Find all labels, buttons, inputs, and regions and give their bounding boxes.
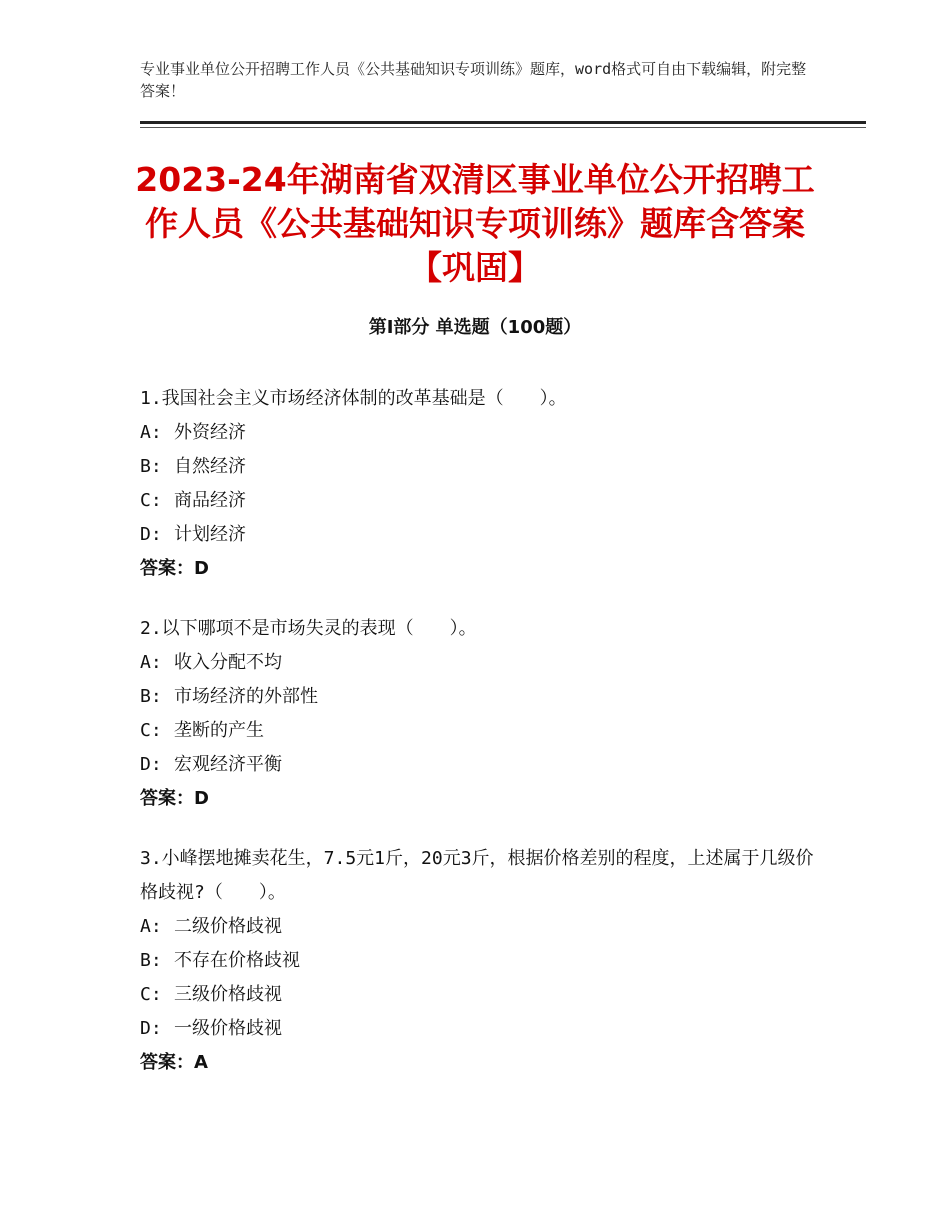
option-c (140, 484, 820, 518)
document-title: 2023-24年湖南省双清区事业单位公开招聘工作人员《公共基础知识专项训练》题库含答案【巩固】 (135, 160, 815, 287)
option-letter: C: (140, 720, 162, 741)
option-letter: B: (140, 950, 162, 971)
option-letter: B: (140, 456, 162, 477)
option-d (140, 518, 820, 552)
option-letter: C: (140, 984, 162, 1005)
header-note: 专业事业单位公开招聘工作人员《公共基础知识专项训练》题库，word格式可自由下载编辑，附完整答案！ (140, 60, 807, 100)
header-rule-thin (140, 127, 866, 128)
option-text: 自然经济 (174, 456, 246, 477)
question-item (140, 842, 820, 1080)
option-text: 三级价格歧视 (174, 984, 282, 1005)
option-text: 商品经济 (174, 490, 246, 511)
option-c (140, 978, 820, 1012)
option-text: 一级价格歧视 (174, 1018, 282, 1039)
section-title: 第Ⅰ部分 单选题（100题） (368, 317, 582, 338)
option-text: 收入分配不均 (174, 652, 282, 673)
option-letter: A: (140, 422, 162, 443)
answer-line: 答案：D (140, 558, 209, 579)
option-text: 垄断的产生 (174, 720, 264, 741)
option-letter: D: (140, 754, 162, 775)
option-letter: D: (140, 1018, 162, 1039)
option-b (140, 944, 820, 978)
option-a (140, 910, 820, 944)
option-c (140, 714, 820, 748)
option-text: 二级价格歧视 (174, 916, 282, 937)
option-letter: A: (140, 916, 162, 937)
option-a (140, 416, 820, 450)
option-letter: B: (140, 686, 162, 707)
answer-line: 答案：A (140, 1052, 208, 1073)
option-text: 计划经济 (174, 524, 246, 545)
option-letter: D: (140, 524, 162, 545)
option-d (140, 1012, 820, 1046)
question-stem: 2.以下哪项不是市场失灵的表现（ ）。 (140, 618, 477, 639)
question-stem: 3.小峰摆地摊卖花生，7.5元1斤，20元3斤，根据价格差别的程度，上述属于几级价格歧视?（ ）。 (140, 848, 814, 903)
option-b (140, 450, 820, 484)
question-list (140, 382, 820, 1106)
question-item (140, 382, 820, 586)
question-stem: 1.我国社会主义市场经济体制的改革基础是（ ）。 (140, 388, 567, 409)
header-rule-thick (140, 121, 866, 124)
option-b (140, 680, 820, 714)
option-letter: C: (140, 490, 162, 511)
option-d (140, 748, 820, 782)
option-a (140, 646, 820, 680)
option-text: 宏观经济平衡 (174, 754, 282, 775)
option-text: 市场经济的外部性 (174, 686, 318, 707)
option-text: 外资经济 (174, 422, 246, 443)
answer-line: 答案：D (140, 788, 209, 809)
option-text: 不存在价格歧视 (174, 950, 300, 971)
option-letter: A: (140, 652, 162, 673)
question-item (140, 612, 820, 816)
